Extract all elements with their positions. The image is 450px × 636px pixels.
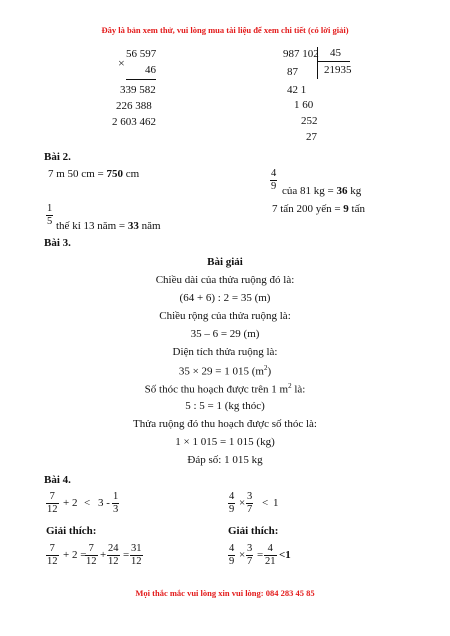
remainder-3: 1 60: [294, 99, 314, 111]
fraction-numerator: 7: [85, 543, 98, 556]
fraction-numerator: 4: [229, 491, 235, 502]
fraction-1-3: [112, 491, 119, 516]
mult-result: 2 603 462: [112, 116, 156, 128]
remainder-2: 42 1: [287, 84, 307, 96]
fraction-denominator: 9: [271, 181, 277, 192]
fraction-numerator: 7: [46, 543, 59, 556]
partial-product-2: 226 388: [116, 100, 152, 112]
bai2-item-4: [272, 203, 365, 215]
bai2-item1-text: 7 m 50 cm =: [48, 168, 107, 180]
division-bar: [317, 47, 318, 79]
bai2-item-2: [282, 185, 361, 197]
solution-line-1: Chiều dài của thửa ruộng đó là:: [155, 274, 295, 286]
contact-footer: Mọi thắc mắc vui lòng xin vui lòng: 084 283 45 85: [135, 588, 315, 598]
fraction-numerator: 31: [131, 543, 142, 554]
fraction-numerator: 24: [108, 543, 119, 554]
fraction-numerator: 4: [264, 543, 277, 556]
preview-banner: Đây là bản xem thử, vui lòng mua tài liệu để xem chi tiết (có lời giải): [101, 25, 349, 35]
bai2-item3-text: thế kỉ 13 năm =: [56, 220, 128, 232]
section-title-bai2: Bài 2.: [44, 151, 71, 163]
one: 1: [273, 497, 279, 509]
fraction-denominator: 5: [47, 216, 53, 227]
bai2-item-3: [56, 220, 161, 232]
area-calc-end: ): [267, 365, 272, 378]
bai2-fraction-1-5: [46, 203, 53, 228]
plus-sign: +: [100, 549, 107, 561]
fraction-denominator: 21: [265, 556, 276, 567]
bai2-item2-text: của 81 kg =: [282, 185, 337, 197]
solution-line-6: [0, 364, 450, 378]
fraction-7-12: [46, 543, 59, 568]
solution-line-8: 5 : 5 = 1 (kg thóc): [185, 400, 265, 412]
fraction-numerator: 3: [247, 491, 253, 502]
equals-sign: =: [257, 549, 264, 561]
bai2-item1-unit: cm: [122, 168, 140, 180]
bai2-item4-answer: 9: [343, 203, 349, 215]
dividend: 987 102: [283, 48, 319, 60]
rice-per-m2-text: Số thóc thu hoạch được trên 1 m: [144, 383, 289, 396]
section-title-bai3: Bài 3.: [44, 237, 71, 249]
times-sign: ×: [239, 549, 246, 561]
section-title-bai4: Bài 4.: [44, 474, 71, 486]
bai2-item1-answer: 750: [106, 168, 123, 180]
m2-exponent: 2: [288, 382, 292, 390]
solution-line-3: Chiều rộng của thửa ruộng là:: [159, 310, 291, 322]
fraction-denominator: 7: [247, 504, 253, 515]
plus-two-equals: + 2 =: [63, 549, 87, 561]
area-unit-exponent: 2: [263, 364, 268, 372]
fraction-31-12: [130, 543, 143, 568]
plus-two: + 2: [63, 497, 78, 509]
fraction-3-7: [246, 543, 253, 568]
less-than-sign: <: [262, 497, 269, 509]
divisor-rule: [318, 61, 350, 62]
fraction-numerator: 1: [113, 491, 119, 502]
fraction-numerator: 1: [47, 203, 53, 214]
solution-line-2: (64 + 6) : 2 = 35 (m): [179, 292, 271, 304]
bai2-item4-text: 7 tấn 200 yến =: [272, 203, 344, 215]
fraction-24-12: [107, 543, 120, 568]
fraction-numerator: 3: [247, 543, 253, 554]
solution-line-9: Thửa ruộng đó thu hoạch được số thóc là:: [133, 418, 317, 430]
quotient: 21935: [324, 64, 352, 76]
remainder-5: 27: [306, 131, 317, 143]
bai2-item2-answer: 36: [336, 185, 348, 197]
multiplier: 46: [145, 64, 156, 76]
fraction-denominator: 12: [108, 556, 119, 567]
solution-heading: Bài giải: [207, 256, 243, 268]
fraction-numerator: 4: [271, 168, 277, 179]
bai2-item4-unit: tấn: [348, 203, 365, 215]
fraction-denominator: 7: [247, 556, 253, 567]
fraction-denominator: 12: [131, 556, 142, 567]
bai2-fraction-4-9: [270, 168, 277, 193]
solution-line-5: Diện tích thửa ruộng là:: [172, 346, 278, 358]
fraction-denominator: 12: [47, 504, 58, 515]
bai2-item3-unit: năm: [138, 220, 161, 232]
bai2-item2-unit: kg: [347, 185, 362, 197]
partial-product-1: 339 582: [120, 84, 156, 96]
fraction-denominator: 9: [229, 556, 235, 567]
rice-per-m2-end: là:: [291, 383, 306, 396]
less-than-one: <1: [279, 549, 291, 561]
solution-line-4: 35 – 6 = 29 (m): [190, 328, 260, 340]
remainder-4: 252: [301, 115, 318, 127]
fraction-numerator: 7: [46, 491, 59, 504]
bai2-item-1: [48, 168, 139, 180]
times-sign: ×: [118, 56, 125, 70]
explain-label-right: Giải thích:: [228, 525, 279, 537]
solution-line-7: [0, 382, 450, 396]
explain-label-left: Giải thích:: [46, 525, 97, 537]
fraction-denominator: 12: [47, 556, 58, 567]
three-minus: 3 -: [98, 497, 110, 509]
times-sign: ×: [239, 497, 246, 509]
fraction-denominator: 12: [86, 556, 97, 567]
less-than-sign: <: [84, 497, 91, 509]
fraction-denominator: 9: [229, 504, 235, 515]
fraction-7-12: [46, 491, 59, 516]
area-calc: 35 × 29 = 1 015 (m: [178, 365, 264, 378]
fraction-denominator: 3: [113, 504, 119, 515]
fraction-4-9: [228, 491, 235, 516]
multiplicand: 56 597: [126, 48, 157, 60]
fraction-4-9: [228, 543, 235, 568]
divisor: 45: [330, 47, 341, 59]
bai2-item3-answer: 33: [127, 220, 139, 232]
fraction-numerator: 4: [229, 543, 235, 554]
equals-sign: =: [123, 549, 130, 561]
fraction-4-21: [264, 543, 277, 568]
fraction-3-7: [246, 491, 253, 516]
solution-answer: Đáp số: 1 015 kg: [187, 454, 263, 466]
mult-rule-1: [126, 79, 156, 80]
fraction-7-12: [85, 543, 98, 568]
solution-line-10: 1 × 1 015 = 1 015 (kg): [175, 436, 275, 448]
remainder-1: 87: [287, 66, 298, 78]
